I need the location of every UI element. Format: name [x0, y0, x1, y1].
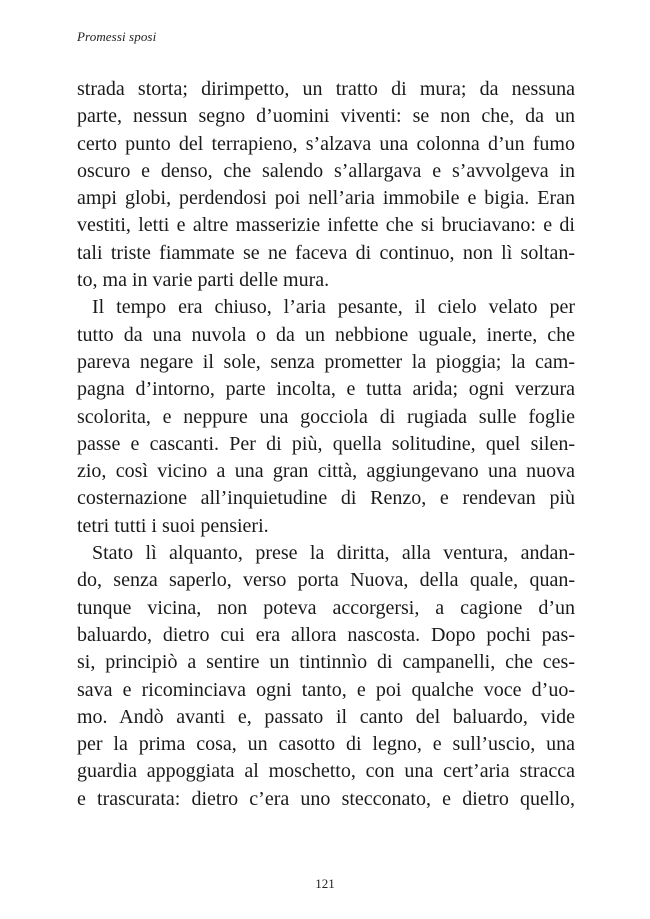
text-line: guardia appoggiata al moschetto, con una cert’aria stracca — [77, 760, 575, 783]
body-text — [77, 76, 575, 813]
text-line: baluardo, dietro cui era allora nascosta. Dopo pochi pas- — [77, 623, 575, 646]
text-line: Stato lì alquanto, prese la diritta, alla ventura, andan- — [92, 542, 575, 565]
text-line: mo. Andò avanti e, passato il canto del baluardo, vide — [77, 705, 575, 728]
text-line: Il tempo era chiuso, l’aria pesante, il cielo velato per — [92, 296, 575, 319]
text-line: tetri tutti i suoi pensieri. — [77, 514, 269, 537]
text-line: zio, così vicino a una gran città, aggiungevano una nuova — [77, 460, 575, 483]
text-line: strada storta; dirimpetto, un tratto di mura; da nessuna — [77, 78, 575, 100]
page-number: 121 — [315, 876, 335, 891]
text-line: tali triste fiammate se ne faceva di continuo, non lì soltan- — [77, 241, 575, 264]
text-line: parte, nessun segno d’uomini viventi: se non che, da un — [77, 105, 575, 128]
text-line: scolorita, e neppure una gocciola di rugiada sulle foglie — [77, 405, 575, 428]
text-line: per la prima cosa, un casotto di legno, e sull’uscio, una — [77, 733, 575, 756]
text-line: pareva negare il sole, senza prometter la pioggia; la cam- — [77, 350, 575, 373]
text-line: si, principiò a sentire un tintinnìo di campanelli, che ces- — [77, 651, 575, 674]
text-line: e trascurata: dietro c’era uno stecconato, e dietro quello, — [77, 787, 575, 810]
text-line: costernazione all’inquietudine di Renzo, e rendevan più — [77, 487, 575, 510]
text-line: pagna d’intorno, parte incolta, e tutta arida; ogni verzura — [77, 378, 575, 401]
text-line: tunque vicina, non poteva accorgersi, a cagione d’un — [77, 596, 575, 619]
text-line: to, ma in varie parti delle mura. — [77, 269, 330, 292]
text-line: ampi globi, perdendosi poi nell’aria immobile e bigia. Eran — [77, 187, 575, 210]
text-line: do, senza saperlo, verso porta Nuova, della quale, quan- — [77, 569, 575, 592]
text-line: vestiti, letti e altre masserizie infette che si bruciavano: e di — [77, 214, 575, 237]
text-line: tutto da una nuvola o da un nebbione uguale, inerte, che — [77, 323, 575, 346]
text-line: oscuro e denso, che salendo s’allargava e s’avvolgeva in — [77, 159, 575, 182]
text-line: sava e ricominciava ogni tanto, e poi qualche voce d’uo- — [77, 678, 575, 701]
running-head: Promessi sposi — [77, 29, 157, 44]
text-line: certo punto del terrapieno, s’alzava una colonna d’un fumo — [77, 132, 575, 155]
text-line: passe e cascanti. Per di più, quella solitudine, quel silen- — [77, 432, 575, 455]
